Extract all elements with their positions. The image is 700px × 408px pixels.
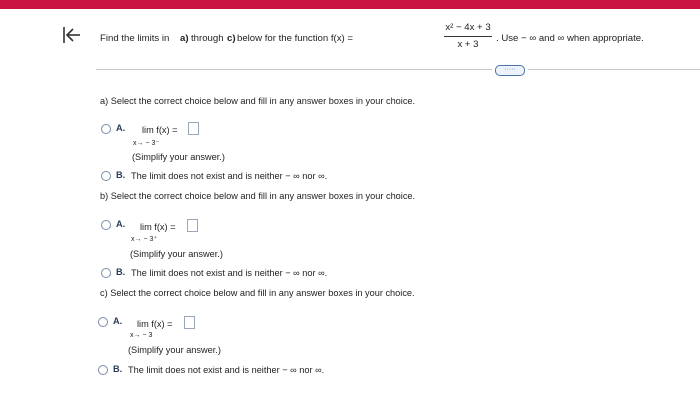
divider-right	[528, 69, 700, 70]
part-a-option-b-text: The limit does not exist and is neither − ∞ nor ∞.	[131, 171, 328, 181]
part-b-option-a-letter: A.	[116, 219, 126, 229]
question-function-text: below for the function f(x) =	[237, 33, 353, 44]
fraction-bar	[444, 36, 492, 37]
part-b-option-b-letter: B.	[116, 267, 126, 277]
part-c-option-b-text: The limit does not exist and is neither − ∞ nor ∞.	[128, 365, 325, 375]
divider-left	[96, 69, 492, 70]
part-a-option-a-letter: A.	[116, 123, 126, 133]
fraction-denominator: x + 3	[457, 39, 479, 50]
part-a-option-b-radio[interactable]	[101, 171, 111, 181]
part-b-option-b-text: The limit does not exist and is neither − ∞ nor ∞.	[131, 268, 328, 278]
part-b-limit-subscript: x→ − 3⁺	[131, 236, 158, 243]
part-a-instruction: a) Select the correct choice below and fill in any answer boxes in your choice.	[100, 96, 416, 106]
part-a-option-b-letter: B.	[116, 170, 126, 180]
part-c-instruction: c) Select the correct choice below and fill in any answer boxes in your choice.	[100, 288, 415, 298]
part-b-limit-expression: lim f(x) =	[140, 222, 176, 232]
arrow-left-bar-icon	[60, 24, 82, 46]
part-c-option-b-radio[interactable]	[98, 365, 108, 375]
question-text	[100, 20, 680, 56]
function-fraction	[440, 20, 496, 54]
back-button[interactable]	[60, 24, 82, 46]
part-c-limit-expression: lim f(x) =	[137, 319, 173, 329]
part-a-answer-box[interactable]	[188, 122, 199, 135]
top-accent-bar	[0, 0, 700, 9]
part-b-option-a-radio[interactable]	[101, 220, 111, 230]
question-through: through	[191, 33, 224, 44]
part-b-option-b-radio[interactable]	[101, 268, 111, 278]
part-c-simplify-hint: (Simplify your answer.)	[128, 345, 221, 355]
more-options-button[interactable]: ·····	[495, 65, 525, 76]
part-a-limit-expression: lim f(x) =	[142, 125, 178, 135]
fraction-numerator: x² − 4x + 3	[445, 22, 491, 33]
part-b-simplify-hint: (Simplify your answer.)	[130, 249, 223, 259]
part-a-option-a-radio[interactable]	[101, 124, 111, 134]
part-b-answer-box[interactable]	[187, 219, 198, 232]
part-c-option-a-radio[interactable]	[98, 317, 108, 327]
question-part-c-ref: c)	[227, 33, 236, 44]
part-a-limit-subscript: x→ − 3⁻	[133, 140, 160, 147]
question-suffix: . Use − ∞ and ∞ when appropriate.	[496, 33, 644, 44]
part-a-simplify-hint: (Simplify your answer.)	[132, 152, 225, 162]
part-c-limit-subscript: x→ − 3	[130, 332, 153, 339]
part-c-option-b-letter: B.	[113, 364, 123, 374]
part-c-option-a-letter: A.	[113, 316, 123, 326]
part-c-answer-box[interactable]	[184, 316, 195, 329]
question-prefix: Find the limits in	[100, 33, 170, 44]
part-b-instruction: b) Select the correct choice below and fill in any answer boxes in your choice.	[100, 191, 416, 201]
question-part-a-ref: a)	[180, 33, 189, 44]
